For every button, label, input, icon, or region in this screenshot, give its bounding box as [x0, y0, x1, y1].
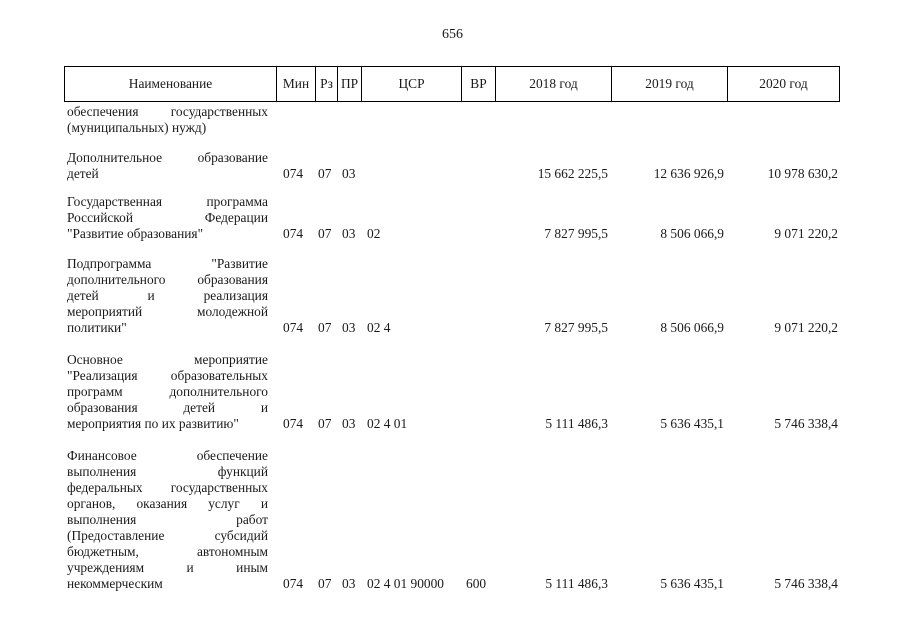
page-number: 656	[442, 27, 463, 42]
header-vr: ВР	[461, 67, 495, 101]
row-name-line: образования детей и	[67, 400, 268, 415]
header-csr: ЦСР	[361, 67, 461, 101]
cell-min: 074	[283, 226, 304, 241]
cell-pr: 03	[342, 320, 356, 335]
cell-y2019: 8 506 066,9	[660, 226, 724, 241]
row-name-line: бюджетным, автономным	[67, 544, 268, 559]
header-pr: ПР	[337, 67, 361, 101]
cell-y2020: 5 746 338,4	[774, 576, 838, 591]
cell-y2018: 5 111 486,3	[545, 576, 608, 591]
row-name-line: обеспечения государственных	[67, 104, 268, 119]
row-name-line: Государственная программа	[67, 194, 268, 209]
row-name	[67, 104, 268, 136]
cell-csr: 02 4 01 90000	[367, 576, 444, 591]
row-name-line: дополнительного образования	[67, 272, 268, 287]
cell-pr: 03	[342, 576, 356, 591]
row-name	[67, 448, 268, 592]
cell-y2020: 9 071 220,2	[774, 226, 838, 241]
row-name	[67, 352, 268, 432]
cell-pr: 03	[342, 166, 356, 181]
cell-pr: 03	[342, 416, 356, 431]
row-name-line: Основное мероприятие	[67, 352, 268, 367]
row-name-line: Подпрограмма "Развитие	[67, 256, 268, 271]
cell-y2019: 8 506 066,9	[660, 320, 724, 335]
row-name-line: "Реализация образовательных	[67, 368, 268, 383]
row-name-line: "Развитие образования"	[67, 226, 204, 241]
cell-vr: 600	[466, 576, 487, 591]
row-name-line: (муниципальных) нужд)	[67, 120, 207, 135]
row-name	[67, 194, 268, 242]
row-name-line: Финансовое обеспечение	[67, 448, 268, 463]
cell-min: 074	[283, 166, 304, 181]
cell-pr: 03	[342, 226, 356, 241]
row-name-line: выполнения функций	[67, 464, 268, 479]
cell-y2020: 5 746 338,4	[774, 416, 838, 431]
cell-min: 074	[283, 576, 304, 591]
row-name-line: программ дополнительного	[67, 384, 268, 399]
row-name	[67, 256, 268, 336]
cell-min: 074	[283, 416, 304, 431]
cell-rz: 07	[318, 576, 332, 591]
row-name-line: (Предоставление субсидий	[67, 528, 268, 543]
row-name-line: детей и реализация	[67, 288, 268, 303]
cell-min: 074	[283, 320, 304, 335]
row-name-line: мероприятий молодежной	[67, 304, 268, 319]
cell-rz: 07	[318, 320, 332, 335]
table-header	[64, 66, 840, 102]
cell-csr: 02 4 01	[367, 416, 408, 431]
cell-rz: 07	[318, 416, 332, 431]
cell-y2018: 15 662 225,5	[537, 166, 608, 181]
cell-y2019: 5 636 435,1	[660, 576, 724, 591]
header-name: Наименование	[128, 76, 213, 91]
row-name-line: некоммерческим	[67, 576, 163, 591]
row-name	[67, 150, 268, 182]
header-2019: 2019 год	[611, 67, 727, 101]
row-name-line: учреждениям и иным	[67, 560, 268, 575]
row-name-line: политики"	[67, 320, 127, 335]
row-name-line: органов, оказания услуг и	[67, 496, 268, 511]
row-name-line: Российской Федерации	[67, 210, 268, 225]
cell-csr: 02	[367, 226, 381, 241]
cell-y2020: 9 071 220,2	[774, 320, 838, 335]
cell-y2020: 10 978 630,2	[767, 166, 838, 181]
row-name-line: федеральных государственных	[67, 480, 268, 495]
row-name-line: детей	[67, 166, 99, 181]
header-rz: Рз	[315, 67, 337, 101]
header-2018: 2018 год	[495, 67, 611, 101]
row-name-line: Дополнительное образование	[67, 150, 268, 165]
row-name-line: мероприятия по их развитию"	[67, 416, 239, 431]
cell-y2018: 7 827 995,5	[544, 320, 608, 335]
cell-y2018: 5 111 486,3	[545, 416, 608, 431]
cell-y2019: 12 636 926,9	[653, 166, 724, 181]
cell-y2018: 7 827 995,5	[544, 226, 608, 241]
cell-y2019: 5 636 435,1	[660, 416, 724, 431]
cell-rz: 07	[318, 226, 332, 241]
header-min: Мин	[276, 67, 315, 101]
row-name-line: выполнения работ	[67, 512, 268, 527]
header-2020: 2020 год	[727, 67, 839, 101]
cell-rz: 07	[318, 166, 332, 181]
cell-csr: 02 4	[367, 320, 391, 335]
